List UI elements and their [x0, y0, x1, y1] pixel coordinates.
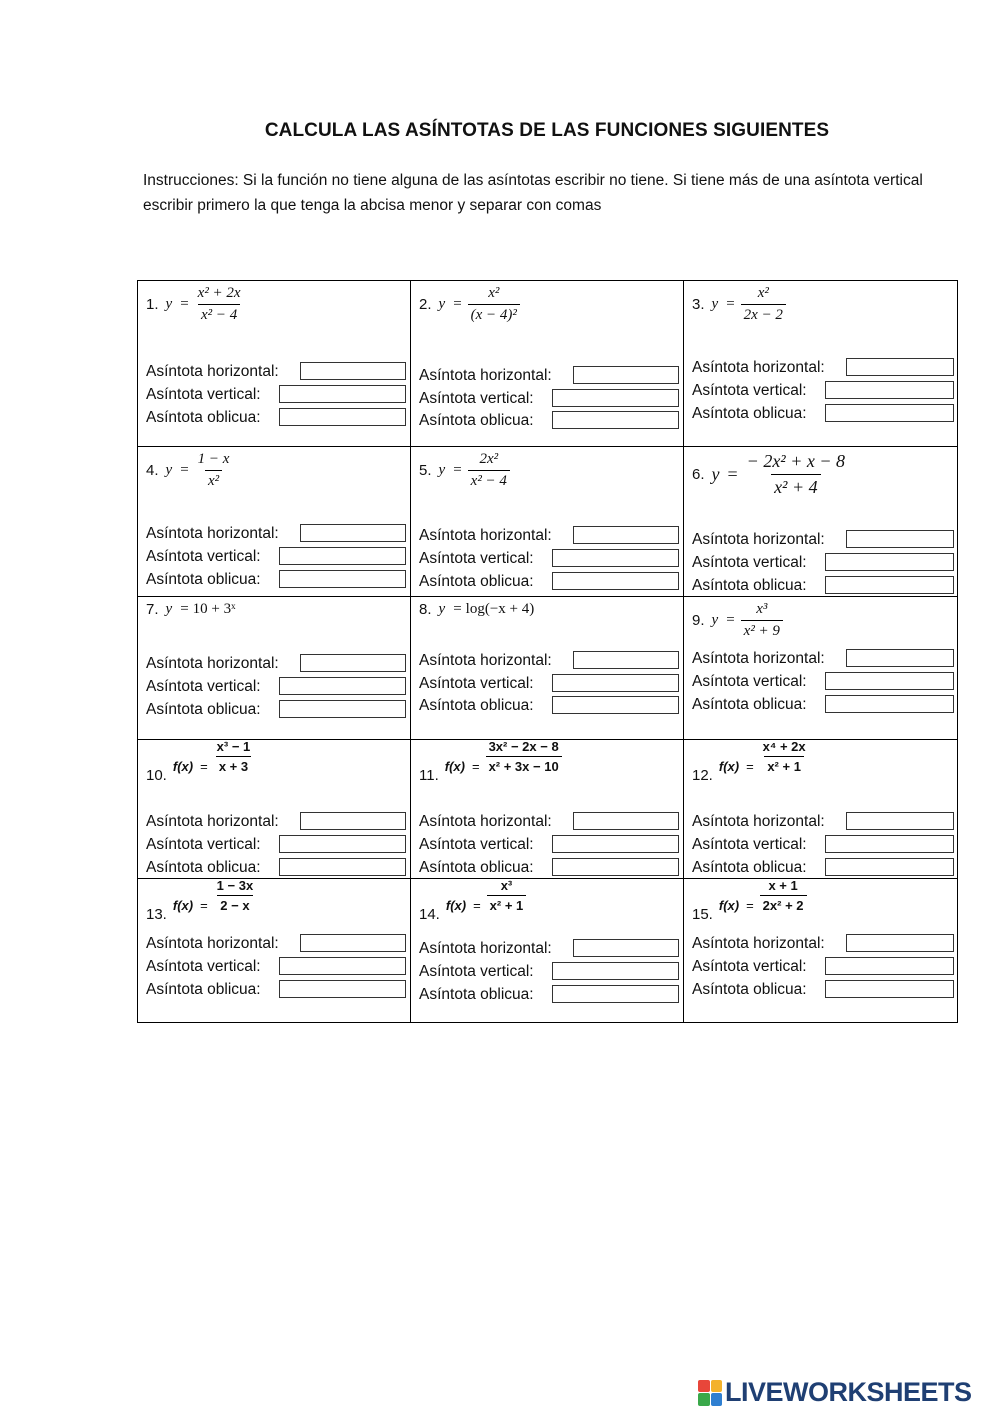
asymptote-vertical-input[interactable] [279, 385, 406, 403]
problem-number: 5. [419, 462, 432, 479]
denominator: x² + 9 [741, 620, 783, 640]
equals-sign: = [727, 464, 738, 484]
asymptote-vertical-label: Asíntota vertical: [419, 390, 534, 407]
problem-number: 15. [692, 906, 713, 923]
equals-sign: = [180, 296, 189, 312]
asymptote-vertical-label: Asíntota vertical: [419, 675, 534, 692]
problem-cell [684, 740, 958, 878]
asymptote-horizontal-input[interactable] [846, 812, 954, 830]
asymptote-oblicua-label: Asíntota oblicua: [146, 571, 261, 588]
problem-number: 3. [692, 296, 705, 313]
asymptote-horizontal-row [146, 933, 279, 955]
denominator: 2x − 2 [741, 304, 786, 324]
asymptote-horizontal-row [419, 650, 552, 672]
function-lhs: y [438, 601, 446, 617]
asymptote-oblicua-label: Asíntota oblicua: [419, 986, 534, 1003]
asymptote-vertical-input[interactable] [552, 962, 679, 980]
asymptote-horizontal-row [146, 523, 279, 545]
asymptote-horizontal-row [419, 938, 552, 960]
function-lhs: y [165, 601, 173, 617]
denominator: x² − 4 [468, 470, 510, 490]
equals-sign: = [180, 601, 189, 617]
function-equation [146, 878, 256, 923]
asymptote-vertical-input[interactable] [825, 835, 954, 853]
fraction [741, 601, 783, 640]
asymptote-horizontal-input[interactable] [846, 530, 954, 548]
asymptote-oblicua-input[interactable] [825, 404, 954, 422]
worksheet-title: CALCULA LAS ASÍNTOTAS DE LAS FUNCIONES SIGUIENTES [264, 120, 830, 141]
asymptote-horizontal-label: Asíntota horizontal: [419, 813, 552, 830]
fraction [486, 739, 562, 774]
function-equation [692, 601, 783, 640]
equals-sign: = [473, 898, 481, 913]
fraction [195, 451, 233, 490]
asymptote-oblicua-row [692, 575, 807, 597]
asymptote-horizontal-row [692, 357, 825, 379]
function-equation [419, 285, 520, 324]
asymptote-horizontal-row [692, 811, 825, 833]
asymptote-horizontal-row [419, 525, 552, 547]
asymptote-oblicua-input[interactable] [279, 700, 406, 718]
numerator: x⁴ + 2x [762, 739, 806, 754]
problem-number: 10. [146, 767, 167, 784]
problem-number: 4. [146, 462, 159, 479]
asymptote-vertical-row [146, 956, 261, 978]
asymptote-vertical-label: Asíntota vertical: [146, 958, 261, 975]
function-equation [146, 739, 253, 784]
asymptote-horizontal-label: Asíntota horizontal: [419, 940, 552, 957]
function-equation [146, 601, 235, 618]
equals-sign: = [453, 462, 462, 478]
asymptote-vertical-label: Asíntota vertical: [419, 550, 534, 567]
asymptote-horizontal-input[interactable] [573, 812, 679, 830]
problem-number: 9. [692, 612, 705, 629]
equals-sign: = [471, 759, 480, 774]
asymptote-vertical-input[interactable] [825, 553, 954, 571]
asymptote-horizontal-row [692, 529, 825, 551]
asymptote-horizontal-label: Asíntota horizontal: [146, 655, 279, 672]
numerator: 1 − 3x [216, 878, 254, 893]
numerator: x + 1 [768, 878, 798, 893]
function-equation [419, 601, 534, 618]
problem-cell [684, 447, 958, 596]
asymptote-oblicua-row [146, 857, 261, 879]
asymptote-horizontal-label: Asíntota horizontal: [146, 363, 279, 380]
fraction [195, 285, 244, 324]
asymptote-vertical-input[interactable] [279, 835, 406, 853]
asymptote-horizontal-label: Asíntota horizontal: [146, 935, 279, 952]
equals-sign: = [200, 759, 208, 774]
asymptote-horizontal-label: Asíntota horizontal: [146, 813, 279, 830]
function-equation [146, 451, 232, 490]
problem-number: 11. [419, 767, 439, 784]
asymptote-oblicua-label: Asíntota oblicua: [146, 409, 261, 426]
asymptote-oblicua-input[interactable] [825, 858, 954, 876]
asymptote-vertical-input[interactable] [279, 547, 406, 565]
problem-cell [684, 597, 958, 739]
asymptote-horizontal-input[interactable] [846, 934, 954, 952]
function-equation [692, 285, 786, 324]
asymptote-horizontal-input[interactable] [846, 649, 954, 667]
asymptote-horizontal-input[interactable] [300, 934, 406, 952]
numerator: x³ [756, 601, 768, 617]
asymptote-oblicua-row [146, 699, 261, 721]
asymptote-oblicua-label: Asíntota oblicua: [419, 859, 534, 876]
problem-number: 13. [146, 906, 167, 923]
asymptote-oblicua-label: Asíntota oblicua: [146, 859, 261, 876]
equals-sign: = [746, 759, 754, 774]
asymptote-vertical-label: Asíntota vertical: [146, 836, 261, 853]
asymptote-oblicua-input[interactable] [825, 576, 954, 594]
asymptote-oblicua-input[interactable] [825, 695, 954, 713]
equals-sign: = [726, 612, 735, 628]
asymptote-oblicua-row [146, 979, 261, 1001]
asymptote-oblicua-input[interactable] [279, 858, 406, 876]
asymptote-vertical-row [692, 380, 807, 402]
fraction [468, 451, 510, 490]
asymptote-oblicua-input[interactable] [552, 411, 679, 429]
denominator: x + 3 [216, 756, 251, 774]
denominator: x² + 1 [764, 756, 804, 774]
equals-sign: = [746, 898, 754, 913]
problem-number: 1. [146, 296, 159, 313]
asymptote-vertical-label: Asíntota vertical: [692, 958, 807, 975]
function-lhs: y [711, 296, 719, 312]
numerator: 1 − x [197, 451, 230, 467]
problem-cell [138, 879, 410, 1024]
asymptote-vertical-input[interactable] [825, 381, 954, 399]
instructions-text: Instrucciones: Si la función no tiene alguna de las asíntotas escribir no tiene. Si tiene más de una asíntota vertical escribir primero la que tenga la abcisa menor y separar con comas [143, 172, 923, 214]
asymptote-vertical-label: Asíntota vertical: [692, 673, 807, 690]
fraction [214, 739, 254, 774]
asymptote-oblicua-input[interactable] [279, 980, 406, 998]
asymptote-vertical-label: Asíntota vertical: [146, 386, 261, 403]
function-lhs: f(x) [444, 759, 465, 774]
asymptote-horizontal-label: Asíntota horizontal: [419, 367, 552, 384]
function-equation [419, 451, 510, 490]
asymptote-horizontal-row [419, 811, 552, 833]
denominator: 2x² + 2 [760, 895, 807, 913]
asymptote-oblicua-label: Asíntota oblicua: [146, 981, 261, 998]
problem-number: 2. [419, 296, 432, 313]
asymptote-oblicua-input[interactable] [279, 570, 406, 588]
asymptote-oblicua-input[interactable] [552, 985, 679, 1003]
asymptote-vertical-input[interactable] [552, 674, 679, 692]
numerator: x³ [500, 878, 513, 893]
asymptote-vertical-input[interactable] [279, 957, 406, 975]
function-lhs: y [711, 612, 719, 628]
function-lhs: y [438, 462, 446, 478]
asymptote-horizontal-label: Asíntota horizontal: [419, 652, 552, 669]
denominator: 2 − x [217, 895, 252, 913]
asymptote-vertical-label: Asíntota vertical: [146, 548, 261, 565]
problem-cell [138, 597, 410, 739]
function-expression: 10 + 3ˣ [192, 601, 236, 617]
numerator: x² + 2x [197, 285, 241, 301]
asymptote-vertical-label: Asíntota vertical: [146, 678, 261, 695]
numerator: x² [488, 285, 500, 301]
asymptote-oblicua-input[interactable] [552, 858, 679, 876]
asymptote-oblicua-input[interactable] [825, 980, 954, 998]
asymptote-vertical-row [419, 673, 534, 695]
asymptote-horizontal-input[interactable] [573, 366, 679, 384]
asymptote-oblicua-input[interactable] [552, 696, 679, 714]
asymptote-oblicua-input[interactable] [279, 408, 406, 426]
asymptote-horizontal-input[interactable] [573, 939, 679, 957]
asymptote-vertical-label: Asíntota vertical: [419, 963, 534, 980]
numerator: 3x² − 2x − 8 [488, 739, 559, 754]
asymptote-vertical-input[interactable] [552, 389, 679, 407]
function-equation [419, 878, 526, 923]
asymptote-vertical-row [419, 388, 534, 410]
asymptote-vertical-label: Asíntota vertical: [419, 836, 534, 853]
asymptote-horizontal-label: Asíntota horizontal: [146, 525, 279, 542]
numerator: 2x² [479, 451, 499, 467]
asymptote-vertical-row [419, 834, 534, 856]
function-lhs: y [438, 296, 446, 312]
function-lhs: f(x) [445, 898, 467, 913]
asymptote-vertical-input[interactable] [825, 957, 954, 975]
asymptote-vertical-input[interactable] [825, 672, 954, 690]
fraction [760, 878, 807, 913]
numerator: − 2x² + x − 8 [746, 451, 845, 471]
problem-cell [138, 447, 410, 596]
function-lhs: f(x) [718, 898, 740, 913]
asymptote-vertical-label: Asíntota vertical: [692, 836, 807, 853]
asymptote-vertical-row [692, 671, 807, 693]
function-equation [692, 878, 807, 923]
problems-grid [137, 280, 958, 1023]
equals-sign: = [453, 296, 462, 312]
asymptote-oblicua-row [692, 979, 807, 1001]
asymptote-horizontal-input[interactable] [300, 524, 406, 542]
problem-cell [411, 740, 683, 878]
equals-sign: = [453, 601, 462, 617]
problem-cell [411, 281, 683, 446]
asymptote-oblicua-label: Asíntota oblicua: [692, 859, 807, 876]
logo-mark-icon [698, 1380, 722, 1406]
asymptote-oblicua-row [692, 857, 807, 879]
asymptote-oblicua-row [419, 410, 534, 432]
asymptote-oblicua-label: Asíntota oblicua: [419, 573, 534, 590]
asymptote-horizontal-input[interactable] [300, 654, 406, 672]
asymptote-oblicua-row [146, 569, 261, 591]
asymptote-horizontal-input[interactable] [846, 358, 954, 376]
fraction [487, 878, 527, 913]
equals-sign: = [180, 462, 189, 478]
problem-number: 12. [692, 767, 713, 784]
asymptote-vertical-row [692, 552, 807, 574]
asymptote-horizontal-row [419, 365, 552, 387]
equals-sign: = [200, 898, 208, 913]
asymptote-horizontal-input[interactable] [573, 651, 679, 669]
function-lhs: f(x) [718, 759, 740, 774]
asymptote-oblicua-label: Asíntota oblicua: [692, 405, 807, 422]
asymptote-vertical-row [419, 548, 534, 570]
function-lhs: y [165, 462, 173, 478]
asymptote-vertical-label: Asíntota vertical: [692, 554, 807, 571]
asymptote-horizontal-label: Asíntota horizontal: [692, 650, 825, 667]
denominator: x² + 1 [487, 895, 527, 913]
asymptote-oblicua-label: Asíntota oblicua: [419, 697, 534, 714]
asymptote-horizontal-label: Asíntota horizontal: [692, 359, 825, 376]
function-lhs: y [711, 464, 720, 484]
fraction [214, 878, 257, 913]
asymptote-horizontal-label: Asíntota horizontal: [692, 813, 825, 830]
asymptote-horizontal-row [692, 648, 825, 670]
asymptote-horizontal-input[interactable] [300, 812, 406, 830]
liveworksheets-logo [698, 1377, 972, 1408]
asymptote-horizontal-row [692, 933, 825, 955]
asymptote-horizontal-row [146, 653, 279, 675]
asymptote-vertical-row [146, 384, 261, 406]
asymptote-horizontal-input[interactable] [573, 526, 679, 544]
fraction [744, 451, 848, 498]
asymptote-oblicua-row [419, 695, 534, 717]
logo-text: LIVEWORKSHEETS [725, 1377, 972, 1407]
function-equation [692, 451, 848, 498]
asymptote-oblicua-label: Asíntota oblicua: [692, 696, 807, 713]
equals-sign: = [726, 296, 735, 312]
numerator: x³ − 1 [216, 739, 251, 754]
problem-number: 8. [419, 601, 432, 618]
fraction [760, 739, 809, 774]
asymptote-oblicua-label: Asíntota oblicua: [146, 701, 261, 718]
function-lhs: f(x) [172, 898, 194, 913]
asymptote-horizontal-row [146, 361, 279, 383]
asymptote-oblicua-label: Asíntota oblicua: [692, 577, 807, 594]
asymptote-horizontal-row [146, 811, 279, 833]
problem-cell [138, 281, 410, 446]
asymptote-oblicua-row [692, 694, 807, 716]
problem-cell [138, 740, 410, 878]
asymptote-oblicua-row [692, 403, 807, 425]
asymptote-horizontal-label: Asíntota horizontal: [692, 935, 825, 952]
asymptote-vertical-row [692, 956, 807, 978]
asymptote-vertical-input[interactable] [552, 835, 679, 853]
asymptote-oblicua-row [419, 857, 534, 879]
asymptote-oblicua-label: Asíntota oblicua: [692, 981, 807, 998]
problem-cell [411, 879, 683, 1024]
problem-cell [411, 447, 683, 596]
numerator: x² [757, 285, 769, 301]
asymptote-vertical-input[interactable] [279, 677, 406, 695]
problem-cell [684, 879, 958, 1024]
asymptote-horizontal-label: Asíntota horizontal: [692, 531, 825, 548]
denominator: x² − 4 [198, 304, 240, 324]
fraction [741, 285, 786, 324]
asymptote-horizontal-input[interactable] [300, 362, 406, 380]
function-expression: log(−x + 4) [465, 601, 535, 617]
asymptote-oblicua-row [419, 571, 534, 593]
function-lhs: y [165, 296, 173, 312]
asymptote-vertical-input[interactable] [552, 549, 679, 567]
asymptote-vertical-label: Asíntota vertical: [692, 382, 807, 399]
asymptote-horizontal-label: Asíntota horizontal: [419, 527, 552, 544]
fraction [468, 285, 520, 324]
problem-number: 6. [692, 466, 705, 483]
problem-cell [684, 281, 958, 446]
asymptote-oblicua-input[interactable] [552, 572, 679, 590]
problem-number: 14. [419, 906, 440, 923]
asymptote-vertical-row [146, 834, 261, 856]
asymptote-vertical-row [146, 676, 261, 698]
denominator: x² [205, 470, 222, 490]
function-lhs: f(x) [172, 759, 194, 774]
asymptote-vertical-row [692, 834, 807, 856]
problem-number: 7. [146, 601, 159, 618]
asymptote-oblicua-label: Asíntota oblicua: [419, 412, 534, 429]
function-equation [419, 739, 562, 784]
asymptote-oblicua-row [419, 984, 534, 1006]
denominator: x² + 4 [771, 474, 821, 498]
denominator: (x − 4)² [468, 304, 520, 324]
asymptote-vertical-row [146, 546, 261, 568]
asymptote-oblicua-row [146, 407, 261, 429]
asymptote-vertical-row [419, 961, 534, 983]
denominator: x² + 3x − 10 [486, 756, 562, 774]
problem-cell [411, 597, 683, 739]
function-equation [692, 739, 809, 784]
function-equation [146, 285, 244, 324]
